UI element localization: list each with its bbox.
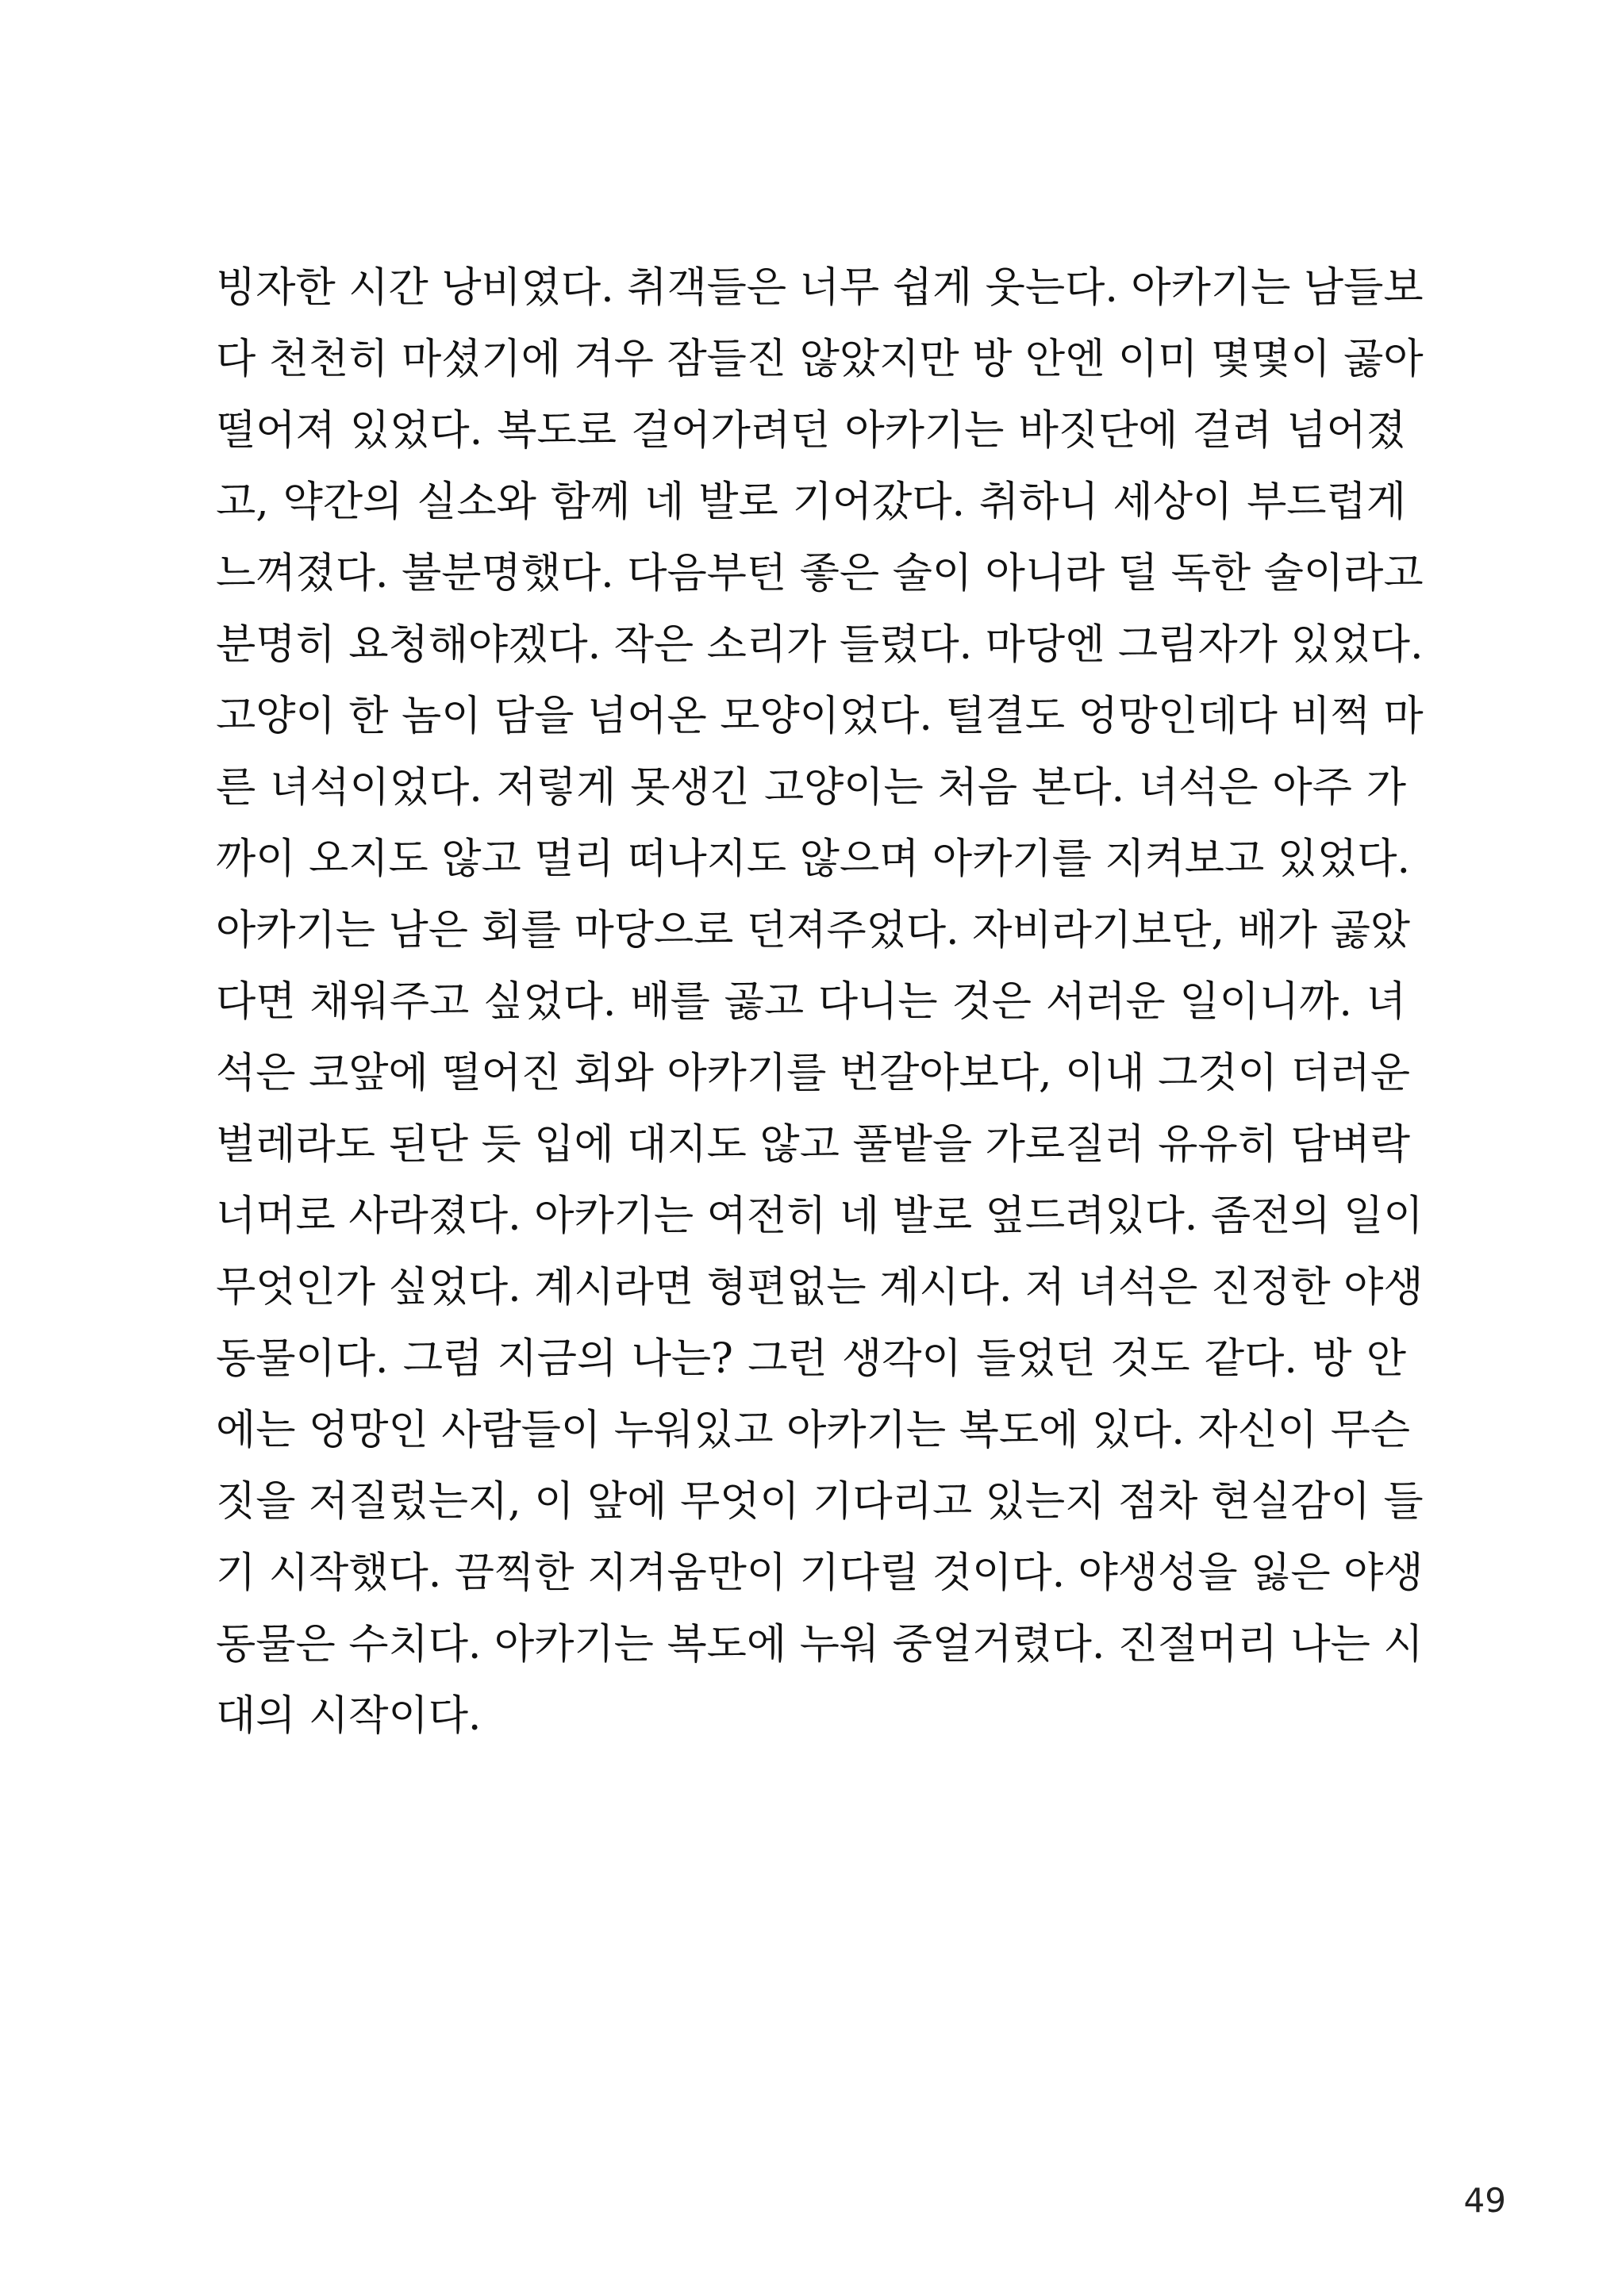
body-paragraph — [216, 252, 1424, 1752]
text-line: 너머로 사라졌다. 아카기는 여전히 네 발로 엎드려있다. 좀전의 일이 — [216, 1192, 1424, 1240]
text-line: 다면 채워주고 싶었다. 배를 곯고 다니는 것은 서러운 일이니까. 녀 — [216, 978, 1406, 1026]
text-line: 까이 오지도 않고 멀리 떠나지도 않으며 아카기를 지켜보고 있었다. — [216, 835, 1411, 883]
text-line: 석은 코앞에 떨어진 회와 아카기를 번갈아보다, 이내 그것이 더러운 — [216, 1050, 1411, 1097]
text-line: 에는 엉망인 사람들이 누워있고 아카기는 복도에 있다. 자신이 무슨 — [216, 1407, 1411, 1454]
text-line-last: 대의 시작이다. — [216, 1692, 482, 1740]
text-line: 빙자한 시간 낭비였다. 취객들은 너무 쉽게 웃는다. 아카기는 남들보 — [216, 264, 1424, 312]
text-line: 떨어져 있었다. 복도로 걸어가려던 아카기는 바짓단에 걸려 넘어졌 — [216, 407, 1406, 455]
text-line: 른 녀석이었다. 저렇게 못생긴 고양이는 처음 본다. 녀석은 아주 가 — [216, 764, 1406, 812]
text-line: 벌레라도 된단 듯 입에 대지도 않고 풀밭을 가로질러 유유히 담벼락 — [216, 1121, 1411, 1169]
text-line: 느껴졌다. 불분명했다. 다음부턴 좋은 술이 아니라 덜 독한 술이라고 — [216, 550, 1424, 597]
text-line: 동물이다. 그럼 지금의 나는? 그런 생각이 들었던 것도 같다. 방 안 — [216, 1335, 1406, 1383]
text-line: 다 천천히 마셨기에 겨우 잠들진 않았지만 방 안엔 이미 몇몇이 곯아 — [216, 336, 1424, 383]
text-line: 고양이 한 놈이 담을 넘어온 모양이었다. 털결도 엉망인데다 비쩍 마 — [216, 693, 1424, 740]
text-line: 기 시작했다. 끔찍한 지겨움만이 기다릴 것이다. 야생성을 잃은 야생 — [216, 1549, 1424, 1597]
text-line: 고, 약간의 실소와 함께 네 발로 기어갔다. 취하니 세상이 부드럽게 — [216, 478, 1406, 526]
text-line: 무엇인가 싶었다. 계시라면 형편없는 계시다. 저 녀석은 진정한 야생 — [216, 1264, 1424, 1311]
text-line: 분명히 요청해야겠다. 작은 소리가 들렸다. 마당엔 그림자가 있었다. — [216, 621, 1424, 669]
text-line: 아카기는 남은 회를 마당으로 던져주었다. 자비라기보단, 배가 곯았 — [216, 907, 1411, 954]
page-number: 49 — [1463, 2181, 1506, 2220]
text-line: 동물은 수치다. 아카기는 복도에 누워 중얼거렸다. 진절머리 나는 시 — [216, 1621, 1424, 1668]
text-line: 짓을 저질렀는지, 이 앞에 무엇이 기다리고 있는지 점차 현실감이 들 — [216, 1478, 1424, 1526]
